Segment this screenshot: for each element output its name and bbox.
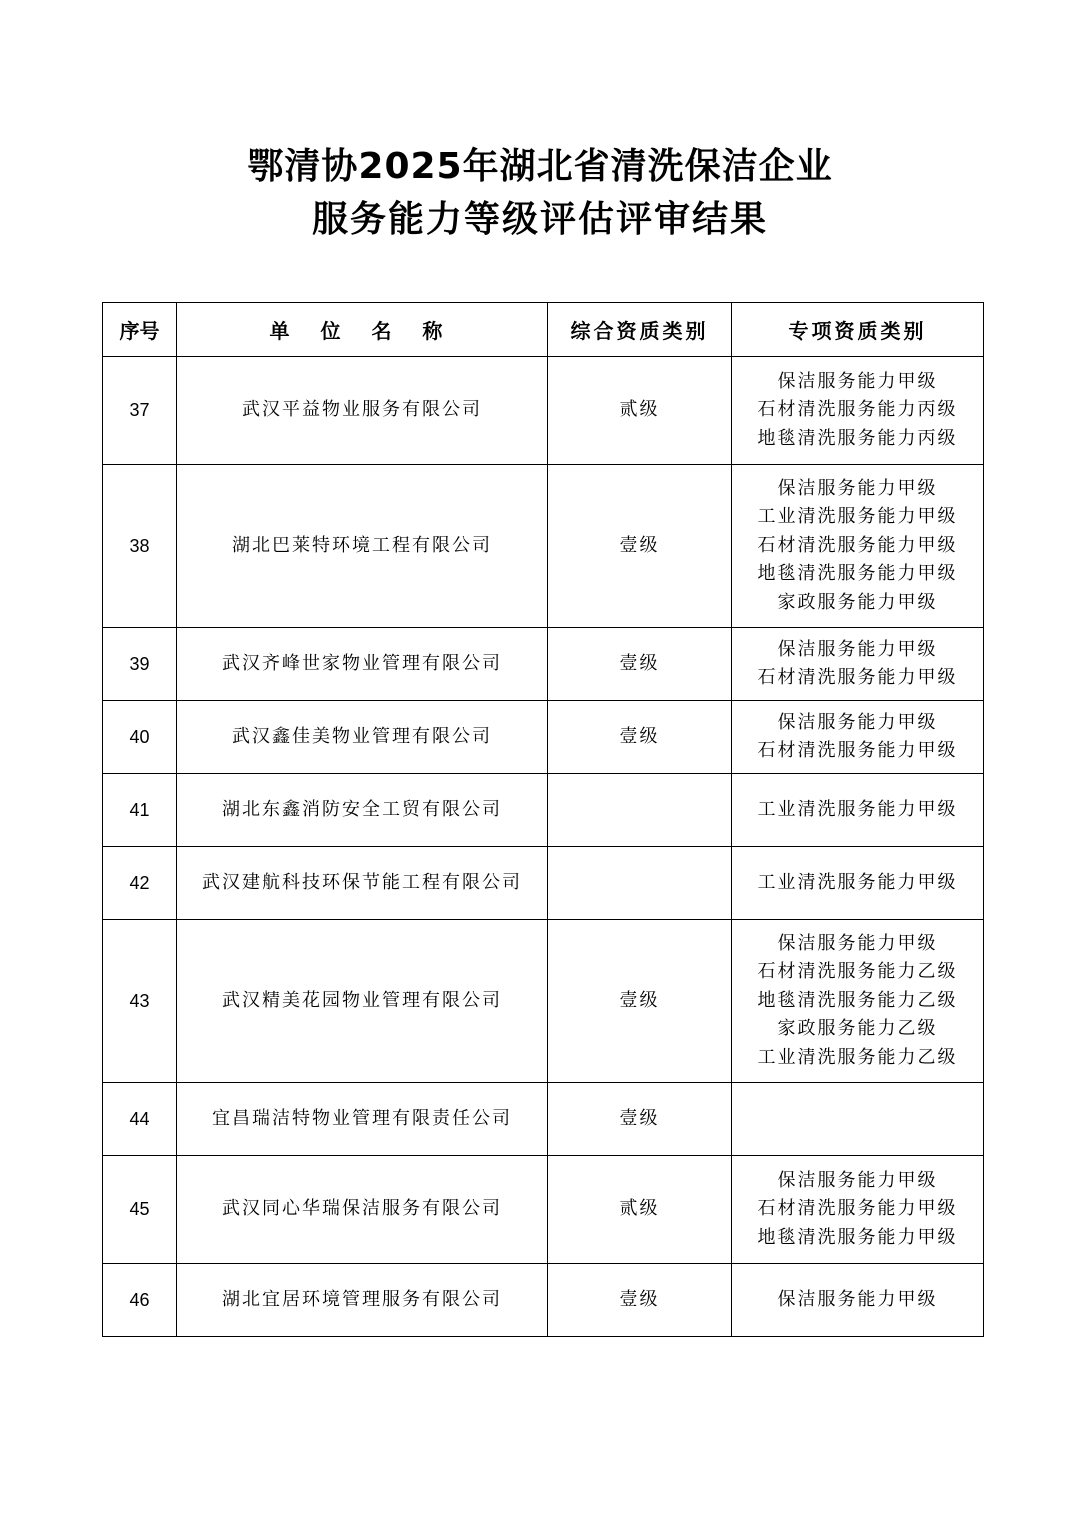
cell-company-name: 宜昌瑞洁特物业管理有限责任公司 [177,1083,548,1156]
cell-general-qualification [548,774,732,847]
cell-general-qualification: 壹级 [548,628,732,701]
special-qualification-item: 家政服务能力乙级 [777,1018,938,1040]
table-row [103,920,984,1083]
cell-general-qualification: 壹级 [548,1264,732,1337]
table-row [103,465,984,628]
cell-company-name: 武汉齐峰世家物业管理有限公司 [177,628,548,701]
table-header-row [103,303,984,357]
special-qualification-item: 保洁服务能力甲级 [777,370,938,392]
table-body [103,357,984,1337]
cell-general-qualification: 贰级 [548,357,732,465]
cell-serial-number: 46 [103,1264,177,1337]
document-title-line-2: 服务能力等级评估评审结果 [311,199,768,240]
results-table [102,302,984,1337]
special-qualification-item: 地毯清洗服务能力丙级 [757,427,958,449]
cell-general-qualification: 壹级 [548,701,732,774]
cell-special-qualification [732,847,984,920]
special-qualification-item: 石材清洗服务能力丙级 [757,399,958,421]
table-row [103,847,984,920]
cell-serial-number: 41 [103,774,177,847]
cell-special-qualification [732,357,984,465]
cell-serial-number: 45 [103,1156,177,1264]
cell-serial-number: 37 [103,357,177,465]
table-row [103,774,984,847]
cell-general-qualification: 壹级 [548,465,732,628]
document-title-line-1: 鄂清协2025年湖北省清洗保洁企业 [247,146,833,187]
special-qualification-item: 地毯清洗服务能力甲级 [757,1226,958,1248]
cell-serial-number: 44 [103,1083,177,1156]
table-row [103,628,984,701]
special-qualification-item: 石材清洗服务能力甲级 [757,1198,958,1220]
special-qualification-item: 保洁服务能力甲级 [777,711,938,733]
cell-company-name: 武汉平益物业服务有限公司 [177,357,548,465]
cell-company-name: 武汉精美花园物业管理有限公司 [177,920,548,1083]
special-qualification-item: 石材清洗服务能力甲级 [757,667,958,688]
special-qualification-item: 保洁服务能力甲级 [777,932,938,954]
cell-special-qualification [732,1264,984,1337]
cell-serial-number: 38 [103,465,177,628]
special-qualification-item: 保洁服务能力甲级 [777,638,938,660]
cell-special-qualification [732,920,984,1083]
table-row [103,357,984,465]
cell-general-qualification: 壹级 [548,920,732,1083]
cell-special-qualification [732,628,984,701]
header-special-qualification: 专项资质类别 [732,303,984,357]
cell-company-name: 湖北东鑫消防安全工贸有限公司 [177,774,548,847]
cell-special-qualification [732,774,984,847]
cell-company-name: 湖北巴莱特环境工程有限公司 [177,465,548,628]
table-row [103,1156,984,1264]
special-qualification-item: 工业清洗服务能力甲级 [757,798,958,820]
cell-general-qualification: 壹级 [548,1083,732,1156]
cell-company-name: 武汉同心华瑞保洁服务有限公司 [177,1156,548,1264]
table-row [103,1264,984,1337]
special-qualification-item: 石材清洗服务能力甲级 [757,740,958,761]
cell-special-qualification [732,465,984,628]
special-qualification-item: 石材清洗服务能力甲级 [757,534,958,556]
special-qualification-item: 工业清洗服务能力乙级 [757,1046,958,1068]
cell-company-name: 湖北宜居环境管理服务有限公司 [177,1264,548,1337]
special-qualification-item: 家政服务能力甲级 [777,591,938,613]
special-qualification-item: 工业清洗服务能力甲级 [757,871,958,893]
cell-serial-number: 40 [103,701,177,774]
cell-special-qualification [732,1156,984,1264]
cell-company-name: 武汉鑫佳美物业管理有限公司 [177,701,548,774]
special-qualification-item: 石材清洗服务能力乙级 [757,961,958,983]
special-qualification-item: 地毯清洗服务能力乙级 [757,989,958,1011]
special-qualification-item: 工业清洗服务能力甲级 [757,506,958,528]
table-row [103,1083,984,1156]
special-qualification-item: 保洁服务能力甲级 [777,1288,938,1310]
special-qualification-item: 地毯清洗服务能力甲级 [757,563,958,585]
cell-company-name: 武汉建航科技环保节能工程有限公司 [177,847,548,920]
header-company-name: 单 位 名 称 [177,303,548,357]
table-row [103,701,984,774]
cell-general-qualification [548,847,732,920]
cell-serial-number: 43 [103,920,177,1083]
cell-serial-number: 39 [103,628,177,701]
cell-general-qualification: 贰级 [548,1156,732,1264]
header-serial-number: 序号 [103,303,177,357]
header-general-qualification: 综合资质类别 [548,303,732,357]
special-qualification-item: 保洁服务能力甲级 [777,1169,938,1191]
cell-special-qualification [732,701,984,774]
cell-special-qualification [732,1083,984,1156]
special-qualification-item: 保洁服务能力甲级 [777,477,938,499]
cell-serial-number: 42 [103,847,177,920]
